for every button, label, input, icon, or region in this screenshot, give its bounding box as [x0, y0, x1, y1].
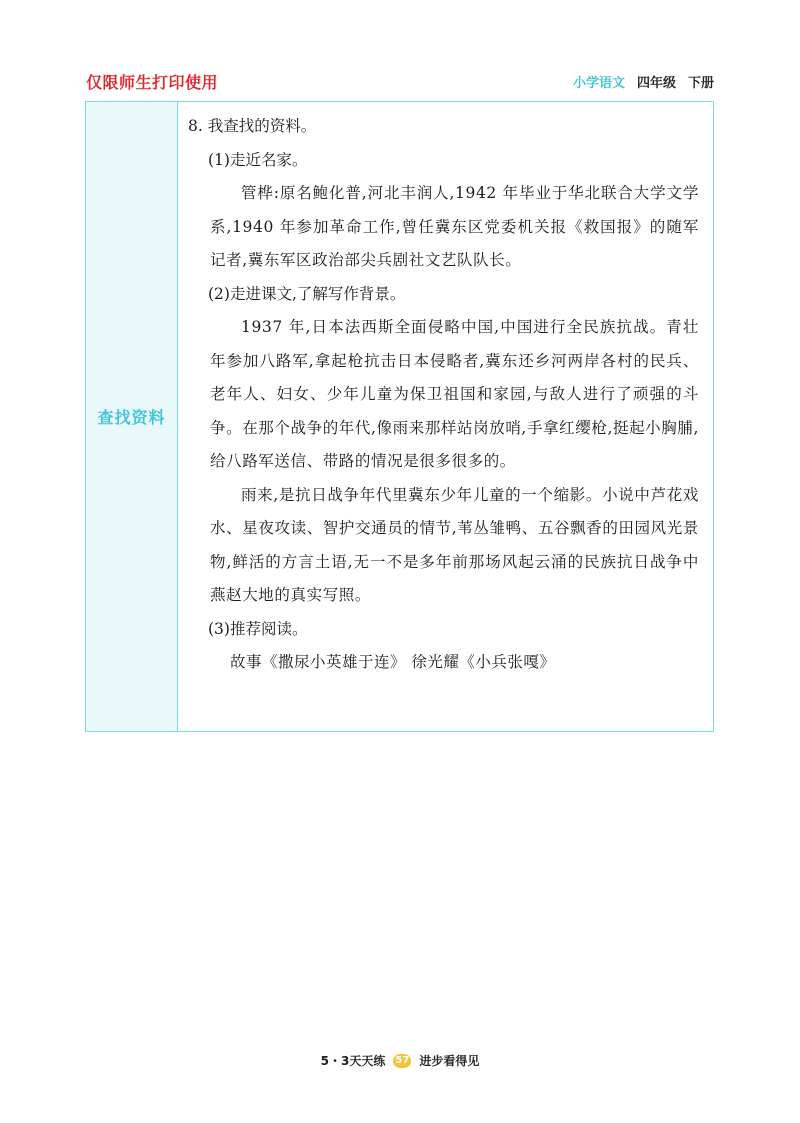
part3-text: 故事《撒尿小英雄于连》 徐光耀《小兵张嘎》	[230, 653, 556, 671]
page-number: 57	[393, 1054, 411, 1068]
footer-brand: 5・3天天练	[320, 1054, 386, 1068]
panel-side-label	[86, 102, 178, 731]
footer-slogan: 进步看得见	[419, 1054, 480, 1068]
research-panel	[85, 101, 714, 732]
volume-label: 下册	[687, 76, 714, 91]
print-notice: 仅限师生打印使用	[86, 73, 219, 92]
part1-title: (1)走近名家。	[208, 150, 308, 169]
part2-title: (2)走进课文,了解写作背景。	[208, 284, 406, 303]
page-footer	[0, 1052, 800, 1069]
part1-text: 管桦:原名鲍化普,河北丰润人,1942 年毕业于华北联合大学文学系,1940 年参加革命工作,曾任冀东区党委机关报《救国报》的随军记者,冀东军区政治部尖兵剧社文艺队队长。	[210, 184, 699, 269]
book-info	[573, 72, 714, 91]
part2-text-2: 雨来,是抗日战争年代里冀东少年儿童的一个缩影。小说中芦花戏水、星夜攻读、智护交通员的情节,苇丛雏鸭、五谷飘香的田园风光景物,鲜活的方言土语,无一不是多年前那场风起云涌的民族抗日战争中燕赵大地的真实写照。	[210, 485, 699, 604]
subject-label: 小学语文	[572, 76, 625, 91]
panel-content	[178, 102, 713, 731]
part3-title: (3)推荐阅读。	[208, 619, 308, 638]
side-label-text: 查找资料	[97, 408, 166, 427]
question-title: 8. 我查找的资料。	[188, 117, 317, 135]
part2-text-1: 1937 年,日本法西斯全面侵略中国,中国进行全民族抗战。青壮年参加八路军,拿起枪抗击日本侵略者,冀东还乡河两岸各村的民兵、老年人、妇女、少年儿童为保卫祖国和家园,与敌人进行了顽强的斗争。在那个战争的年代,像雨来那样站岗放哨,手拿红缨枪,挺起小胸脯,给八路军送信、带路的情况是很多很多的。	[210, 318, 700, 470]
grade-label: 四年级	[636, 76, 676, 91]
